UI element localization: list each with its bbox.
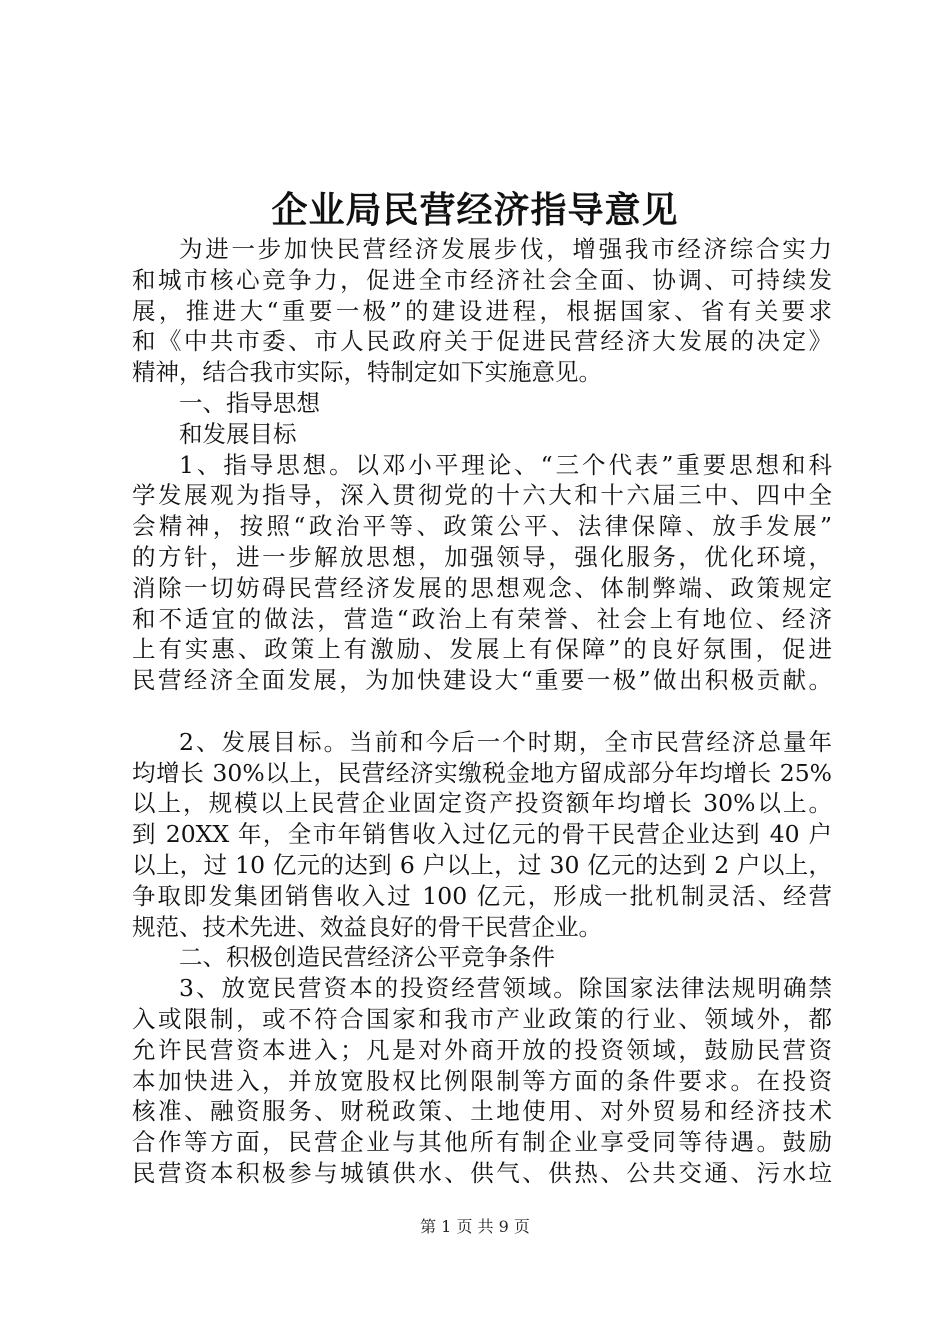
text-line: 民营经济全面发展，为加快建设大“重要一极”做出积极贡献。: [132, 666, 832, 695]
text-line: 规范、技术先进、效益良好的骨干民营企业。: [132, 912, 602, 941]
text-line: 的方针，进一步解放思想，加强领导，强化服务，优化环境，: [132, 542, 832, 571]
text-line: 上有实惠、政策上有激励、发展上有保障”的良好氛围，促进: [132, 635, 832, 664]
text-line: 消除一切妨碍民营经济发展的思想观念、体制弊端、政策规定: [132, 573, 832, 602]
text-line: 1、指导思想。以邓小平理论、“三个代表”重要思想和科: [179, 450, 832, 479]
text-line: 核准、融资服务、财税政策、土地使用、对外贸易和经济技术: [132, 1097, 832, 1126]
text-line: 学发展观为指导，深入贯彻党的十六大和十六届三中、四中全: [132, 481, 832, 510]
page-title: 企业局民营经济指导意见: [271, 189, 679, 231]
text-line: 3、放宽民营资本的投资经营领域。除国家法律法规明确禁: [179, 974, 832, 1003]
text-line: 和发展目标: [179, 419, 297, 448]
text-line: 以上，规模以上民营企业固定资产投资额年均增长 30%以上。: [132, 789, 832, 818]
text-line: 展，推进大“重要一极”的建设进程，根据国家、省有关要求: [132, 296, 832, 325]
text-line: 一、指导思想: [179, 388, 320, 417]
text-line: 以上，过 10 亿元的达到 6 户以上，过 30 亿元的达到 2 户以上，: [132, 850, 832, 879]
text-line: 入或限制，或不符合国家和我市产业政策的行业、领域外，都: [132, 1004, 832, 1033]
text-line: 本加快进入，并放宽股权比例限制等方面的条件要求。在投资: [132, 1066, 832, 1095]
text-line: 为进一步加快民营经济发展步伐，增强我市经济综合实力: [179, 235, 832, 263]
text-line: 会精神，按照“政治平等、政策公平、法律保障、放手发展”: [132, 512, 832, 541]
text-line: 合作等方面，民营企业与其他所有制企业享受同等待遇。鼓励: [132, 1128, 832, 1157]
text-line: 均增长 30%以上，民营经济实缴税金地方留成部分年均增长 25%: [132, 758, 832, 787]
text-line: 争取即发集团销售收入过 100 亿元，形成一批机制灵活、经营: [132, 881, 832, 910]
page-footer: 第 1 页 共 9 页: [420, 1217, 530, 1236]
text-line: 和《中共市委、市人民政府关于促进民营经济大发展的决定》: [132, 327, 832, 356]
text-line: 2、发展目标。当前和今后一个时期，全市民营经济总量年: [179, 727, 832, 756]
document-body: [132, 234, 832, 1189]
text-line: 允许民营资本进入；凡是对外商开放的投资领域，鼓励民营资: [132, 1035, 832, 1064]
text-line: 民营资本积极参与城镇供水、供气、供热、公共交通、污水垃: [132, 1158, 832, 1187]
text-line: 到 20XX 年，全市年销售收入过亿元的骨干民营企业达到 40 户: [132, 820, 832, 849]
text-line: 和不适宜的做法，营造“政治上有荣誉、社会上有地位、经济: [132, 604, 832, 633]
text-line: 二、积极创造民营经济公平竞争条件: [179, 943, 555, 972]
blank-line: [132, 696, 832, 727]
text-line: 和城市核心竞争力，促进全市经济社会全面、协调、可持续发: [132, 265, 832, 294]
text-line: 精神，结合我市实际，特制定如下实施意见。: [132, 358, 602, 387]
